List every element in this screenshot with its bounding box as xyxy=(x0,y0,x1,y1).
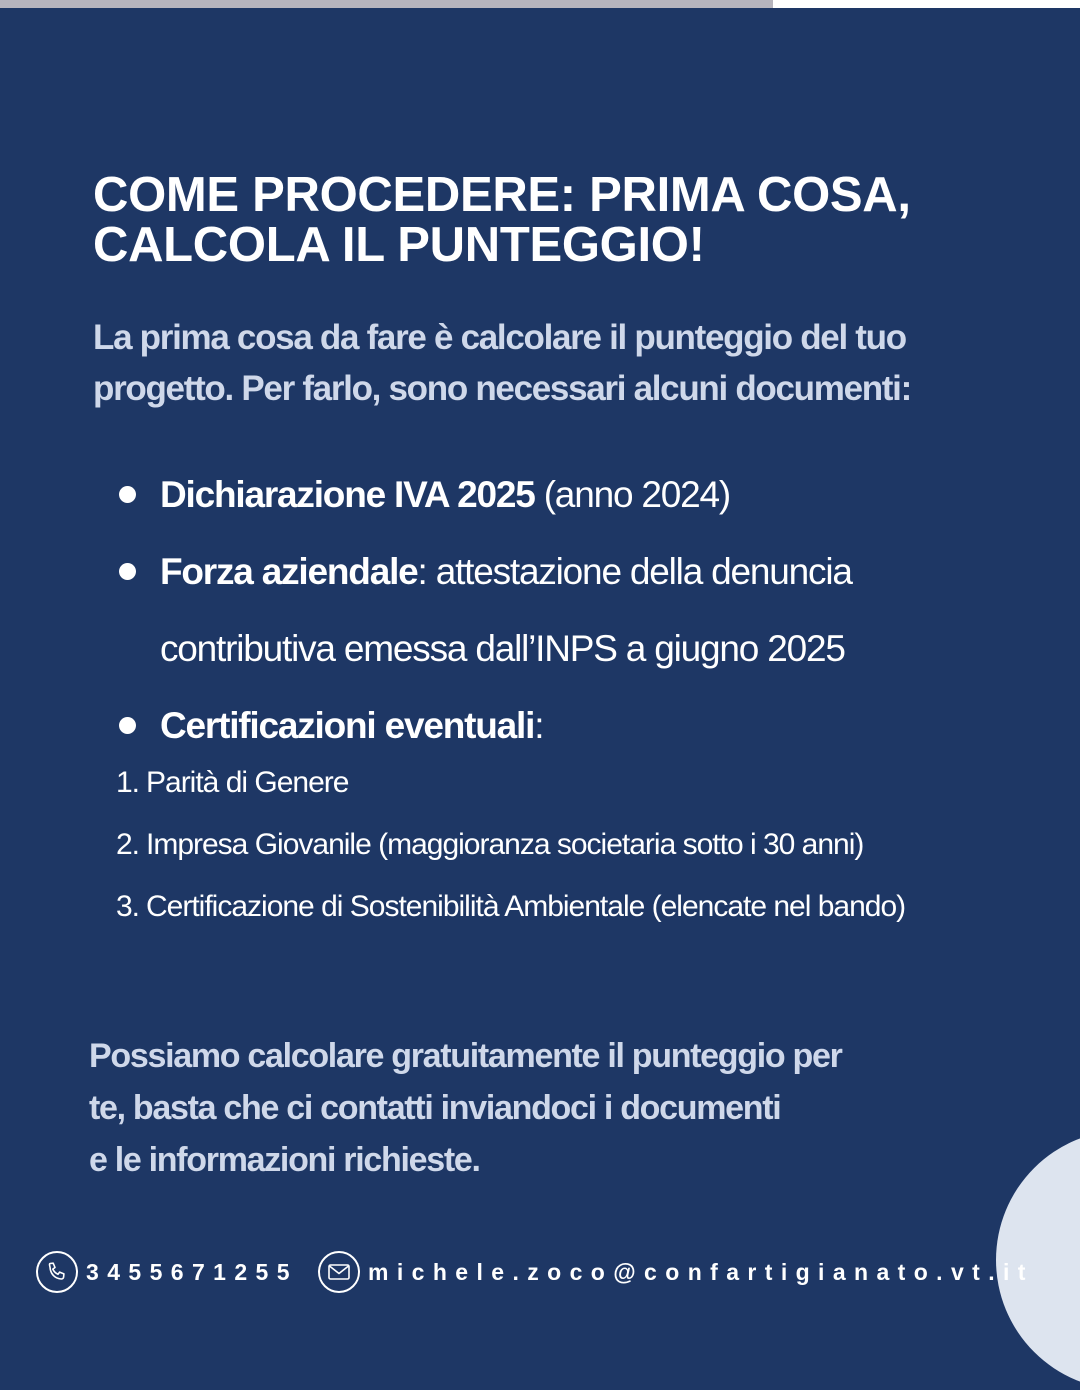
certifications-list xyxy=(116,752,1016,938)
list-number: 1. xyxy=(116,766,140,799)
list-item xyxy=(116,456,996,533)
intro-line-2: progetto. Per farlo, sono necessari alcuni documenti: xyxy=(93,369,911,408)
story-progress-track xyxy=(0,0,1080,8)
bullet-bold: Forza aziendale xyxy=(160,551,418,592)
bullet-text: : xyxy=(534,705,544,746)
phone-number: 3455671255 xyxy=(86,1258,298,1285)
documents-list xyxy=(116,456,996,764)
title-line-1: COME PROCEDERE: PRIMA COSA, xyxy=(93,168,911,222)
list-number: 2. xyxy=(116,828,140,861)
list-item-text: Parità di Genere xyxy=(146,766,349,799)
email-contact[interactable] xyxy=(318,1250,1034,1294)
bullet-bold: Certificazioni eventuali xyxy=(160,705,535,746)
list-item xyxy=(116,876,966,938)
bullet-bold: Dichiarazione IVA 2025 xyxy=(160,474,535,515)
phone-icon xyxy=(36,1251,78,1293)
list-item-text: Impresa Giovanile (maggioranza societaria sotto i 30 anni) xyxy=(146,828,864,861)
closing-line-1: Possiamo calcolare gratuitamente il punteggio per xyxy=(89,1037,842,1075)
intro-paragraph xyxy=(93,312,1023,414)
closing-line-2: te, basta che ci contatti inviandoci i documenti xyxy=(89,1089,781,1127)
intro-line-1: La prima cosa da fare è calcolare il punteggio del tuo xyxy=(93,318,906,357)
closing-paragraph xyxy=(89,1030,989,1186)
title-line-2: CALCOLA IL PUNTEGGIO! xyxy=(93,218,705,272)
list-item xyxy=(116,533,996,687)
page-title xyxy=(93,170,993,270)
bullet-text: : attestazione della denuncia contributiva emessa dall’INPS a giugno 2025 xyxy=(160,551,852,669)
list-item xyxy=(116,752,1016,814)
closing-line-3: e le informazioni richieste. xyxy=(89,1141,480,1179)
email-address: michele.zoco@confartigianato.vt.it xyxy=(368,1258,1034,1285)
list-item xyxy=(116,814,1016,876)
mail-icon xyxy=(318,1251,360,1293)
list-number: 3. xyxy=(116,890,140,923)
bullet-dot-icon xyxy=(119,563,136,580)
bullet-dot-icon xyxy=(119,486,136,503)
bullet-text: (anno 2024) xyxy=(534,474,731,515)
bullet-dot-icon xyxy=(119,717,136,734)
story-progress-fill xyxy=(0,0,773,8)
phone-contact[interactable] xyxy=(36,1250,298,1294)
list-item-text: Certificazione di Sostenibilità Ambientale (elencate nel bando) xyxy=(146,890,906,923)
